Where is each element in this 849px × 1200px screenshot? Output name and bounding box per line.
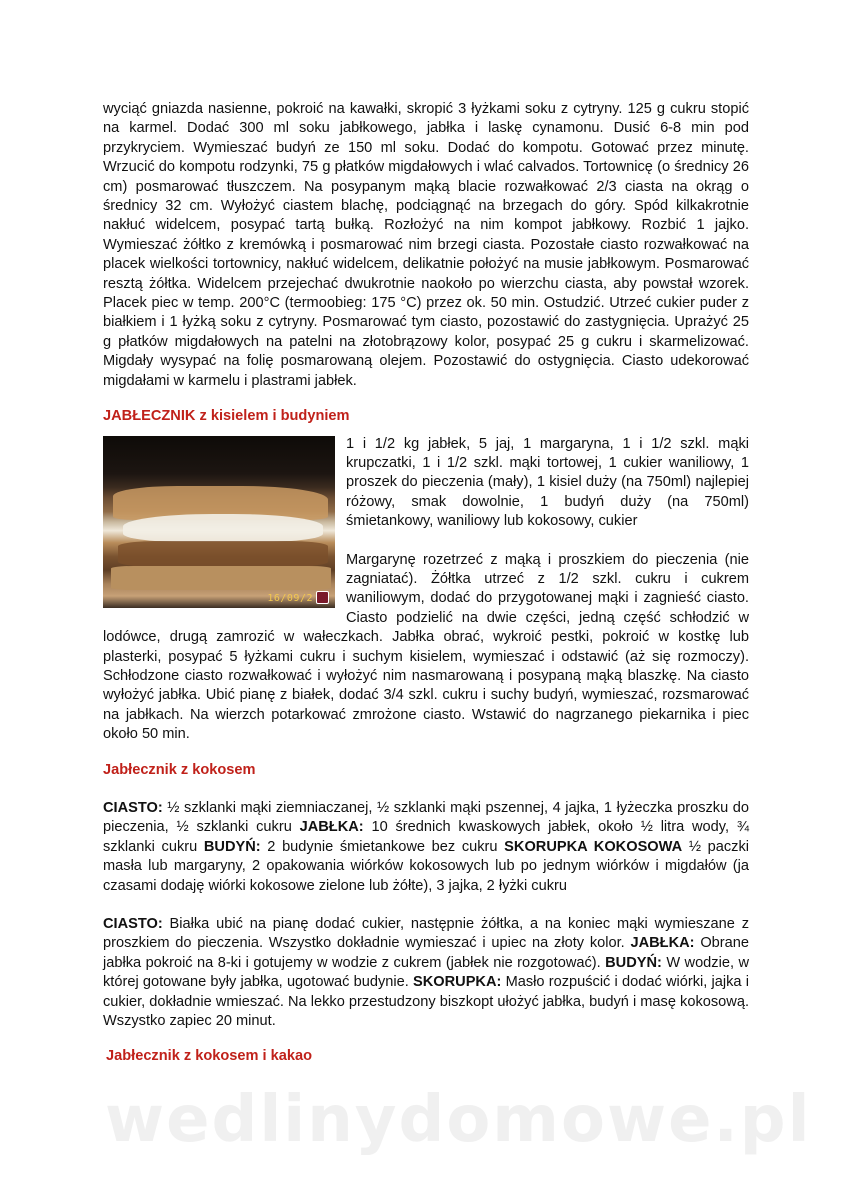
recipe1-method: Margarynę rozetrzeć z mąką i proszkiem do pieczenia (nie zagniatać). Żółtka utrzeć z 1/2 szkl. cukru i cukrem waniliowym, dodać do przygotowanej mąki i zagnieść ciasto. Ciasto podzielić na dwie części, jedną część schłodzić w lodówce, drugą zamrozić w wałeczkach. Jabłka obrać, wykroić pestki, pokroić w kostkę lub plasterki, posypać 5 łyżkami cukru i suchym kisielem, wymieszać i odstawić (aż się rozmoczy). Schłodzone ciasto rozwałkować i wyłożyć nim nasmarowaną i posypaną mąką blaszkę. Na ciasto wyłożyć jabłka. Ubić pianę z białek, dodać 3/4 szkl. cukru i suchy budyń, wymieszać, rozsmarować na jabłkach. Na wierzch potarkować zmrożone ciasto. Wstawić do nagrzanego piekarnika i piec około 50 min. [103,551,749,743]
recipe-title-jablecznik-kisiel: JABŁECZNIK z kisielem i budyniem [103,408,350,425]
crosshair-icon [316,591,329,604]
recipe-title-jablecznik-kokos: Jabłecznik z kokosem [103,761,256,778]
recipe2-method: CIASTO: Białka ubić na pianę dodać cukier, następnie żółtka, a na koniec mąki wymieszane z proszkiem do pieczenia. Wszystko dokładnie wymieszać i upiec na złoty kolor. JABŁKA: Obrane jabłka pokroić na 8-ki i gotujemy w wodzie z cukrem (jabłek nie rozgotować). BUDYŃ: W wodzie, w której gotowane były jabłka, ugotować budynie. SKORUPKA: Masło rozpuścić i dodać wiórki, jajka i cukier, dokładnie wmieszać. Na lekko przestudzony biszkopt ułożyć jabłka, budyń i masę kokosową. Wszystko zapiec 20 minut. [103,916,749,1030]
recipe-jablecznik-kisiel [103,435,749,745]
recipe1-ingredients: 1 i 1/2 kg jabłek, 5 jaj, 1 margaryna, 1 i 1/2 szkl. mąki krupczatki, 1 i 1/2 szkl. mąki tortowej, 1 cukier waniliowy, 1 proszek do pieczenia (mały), 1 kisiel duży (na 750ml) najlepiej różowy, smak dowolnie, 1 budyń duży (na 750ml) śmietankowy, waniliowy lub kokosowy, cukier [346,435,749,530]
site-watermark: wedlinydomowe.pl [105,1083,812,1157]
document-page [103,100,749,1067]
intro-paragraph: wyciąć gniazda nasienne, pokroić na kawałki, skropić 3 łyżkami soku z cytryny. 125 g cukru stopić na karmel. Dodać 300 ml soku jabłkowego, jabłka i laskę cynamonu. Dusić 6-8 min pod przykryciem. Wymieszać budyń ze 150 ml soku. Dodać do kompotu. Gotować przez minutę. Wrzucić do kompotu rodzynki, 75 g płatków migdałowych i wlać calvados. Tortownicę (o średnicy 26 cm) posmarować tłuszczem. Na posypanym mąką blacie rozwałkować 2/3 ciasta na okrąg o średnicy 32 cm. Wyłożyć ciastem blachę, podciągnąć na brzegach do góry. Spód kilkakrotnie nakłuć widelcem, posypać tartą bułką. Rozłożyć na nim kompot jabłkowy. Rozbić 1 jajko. Wymieszać żółtko z kremówką i posmarować nim brzegi ciasta. Pozostałe ciasto rozwałkować na placek wielkości tortownicy, nakłuć widelcem, delikatnie położyć na musie jabłkowym. Posmarować resztą żółtka. Widelcem przejechać dwukrotnie naokoło po wierzchu ciasta, aby powstał wzorek. Placek piec w temp. 200°C (termoobieg: 175 °C) przez ok. 50 min. Ostudzić. Utrzeć cukier puder z białkiem i 1 łyżką soku z cytryny. Posmarować tym ciasto, pozostawić do zastygnięcia. Uprażyć 25 g płatków migdałowych na patelni na złotobrązowy kolor, posypać 25 g cukru i skarmelizować. Migdały wysypać na folię posmarowaną olejem. Pozostawić do ostygnięcia. Ciasto udekorować migdałami w karmelu i plastrami jabłek. [103,101,749,389]
photo-date-stamp: 16/09/2 [267,592,313,604]
apple-cake-photo [103,436,335,608]
recipe-title-jablecznik-kokos-kakao: Jabłecznik z kokosem i kakao [106,1048,313,1065]
recipe2-ingredients: CIASTO: ½ szklanki mąki ziemniaczanej, ½ szklanki mąki pszennej, 4 jajka, 1 łyżeczka proszku do pieczenia, ½ szklanki cukru JABŁKA: 10 średnich kwaskowych jabłek, około ½ litra wody, ¾ szklanki cukru BUDYŃ: 2 budynie śmietankowe bez cukru SKORUPKA KOKOSOWA ½ paczki masła lub margaryny, 2 opakowania wiórków kokosowych lub po jednym wiórków i migdałów (ja czasami dodaję wiórki kokosowe zielone lub żółte), 3 jajka, 2 łyżki cukru [103,800,750,894]
